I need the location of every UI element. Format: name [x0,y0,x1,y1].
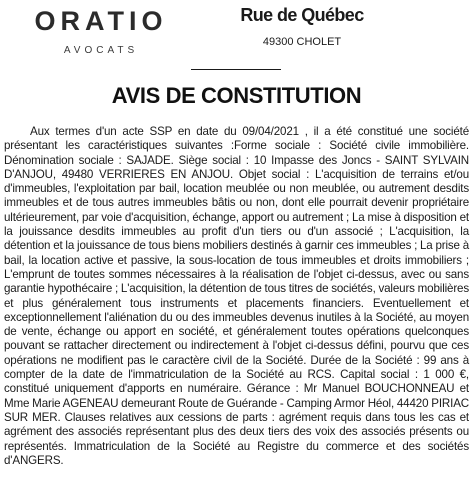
firm-logo [26,6,176,57]
firm-name: ORATIO [34,6,168,36]
address-street: Rue de Québec [240,5,364,25]
notice-body: Aux termes d'un acte SSP en date du 09/04/2021 , il a été constitué une société présentant les caractéristiques suivantes :Forme sociale : Société civile immobilière. Dénomination sociale : SAJADE. Siège social : 10 Impasse des Joncs - SAINT SYLVAIN D'ANJOU, 49480 VERRIERES EN ANJOU. Objet social : L'acquisition de terrains et/ou d'immeubles, l'exploitation par bail, location meublée ou non meublée, ou autrement desdits immeubles et de tous autres immeubles bâtis ou non, dont elle pourrait devenir propriétaire ultérieurement, par voie d'acquisition, échange, apport ou autrement ; La mise à disposition et la jouissance desdits immeubles au profit d'un tiers ou d'un associé ; L'acquisition, la détention et la jouissance de tous biens mobiliers destinés à garnir ces immeubles ; La prise à bail, la location active et passive, la sous-location de tous immeubles et droits immobiliers ; L'emprunt de toutes sommes nécessaires à la réalisation de l'objet ci-dessus, avec ou sans garantie hypothécaire ; L'acquisition, la détention de tous titres de sociétés, valeurs mobilières et plus généralement tous instruments et placements financiers. Eventuellement et exceptionnellement l'aliénation du ou des immeubles devenus inutiles à la Société, au moyen de vente, échange ou apport en société, et généralement toutes opérations quelconques pouvant se rattacher directement ou indirectement à l'objet ci-dessus défini, pourvu que ces opérations ne modifient pas le caractère civil de la Société. Durée de la Société : 99 ans à compter de la date de l'immatriculation de la Société au RCS. Capital social : 1 000 €, constitué uniquement d'apports en numéraire. Gérance : Mr Manuel BOUCHONNEAU et Mme Marie AGENEAU demeurant Route de Guérande - Camping Armor Héol, 44420 PIRIAC SUR MER. Clauses relatives aux cessions de parts : agrément requis dans tous les cas et agrément des associés représentant plus des deux tiers des voix des associés présents ou représentés. Immatriculation de la Société au Registre du commerce et des sociétés d'ANGERS. [4,125,469,467]
header-divider [191,69,281,70]
address-city: 49300 CHOLET [262,36,342,48]
firm-subtitle: AVOCATS [63,45,139,56]
firm-address [222,4,382,49]
notice-title: AVIS DE CONSTITUTION [111,83,362,108]
notice-header [0,0,473,70]
